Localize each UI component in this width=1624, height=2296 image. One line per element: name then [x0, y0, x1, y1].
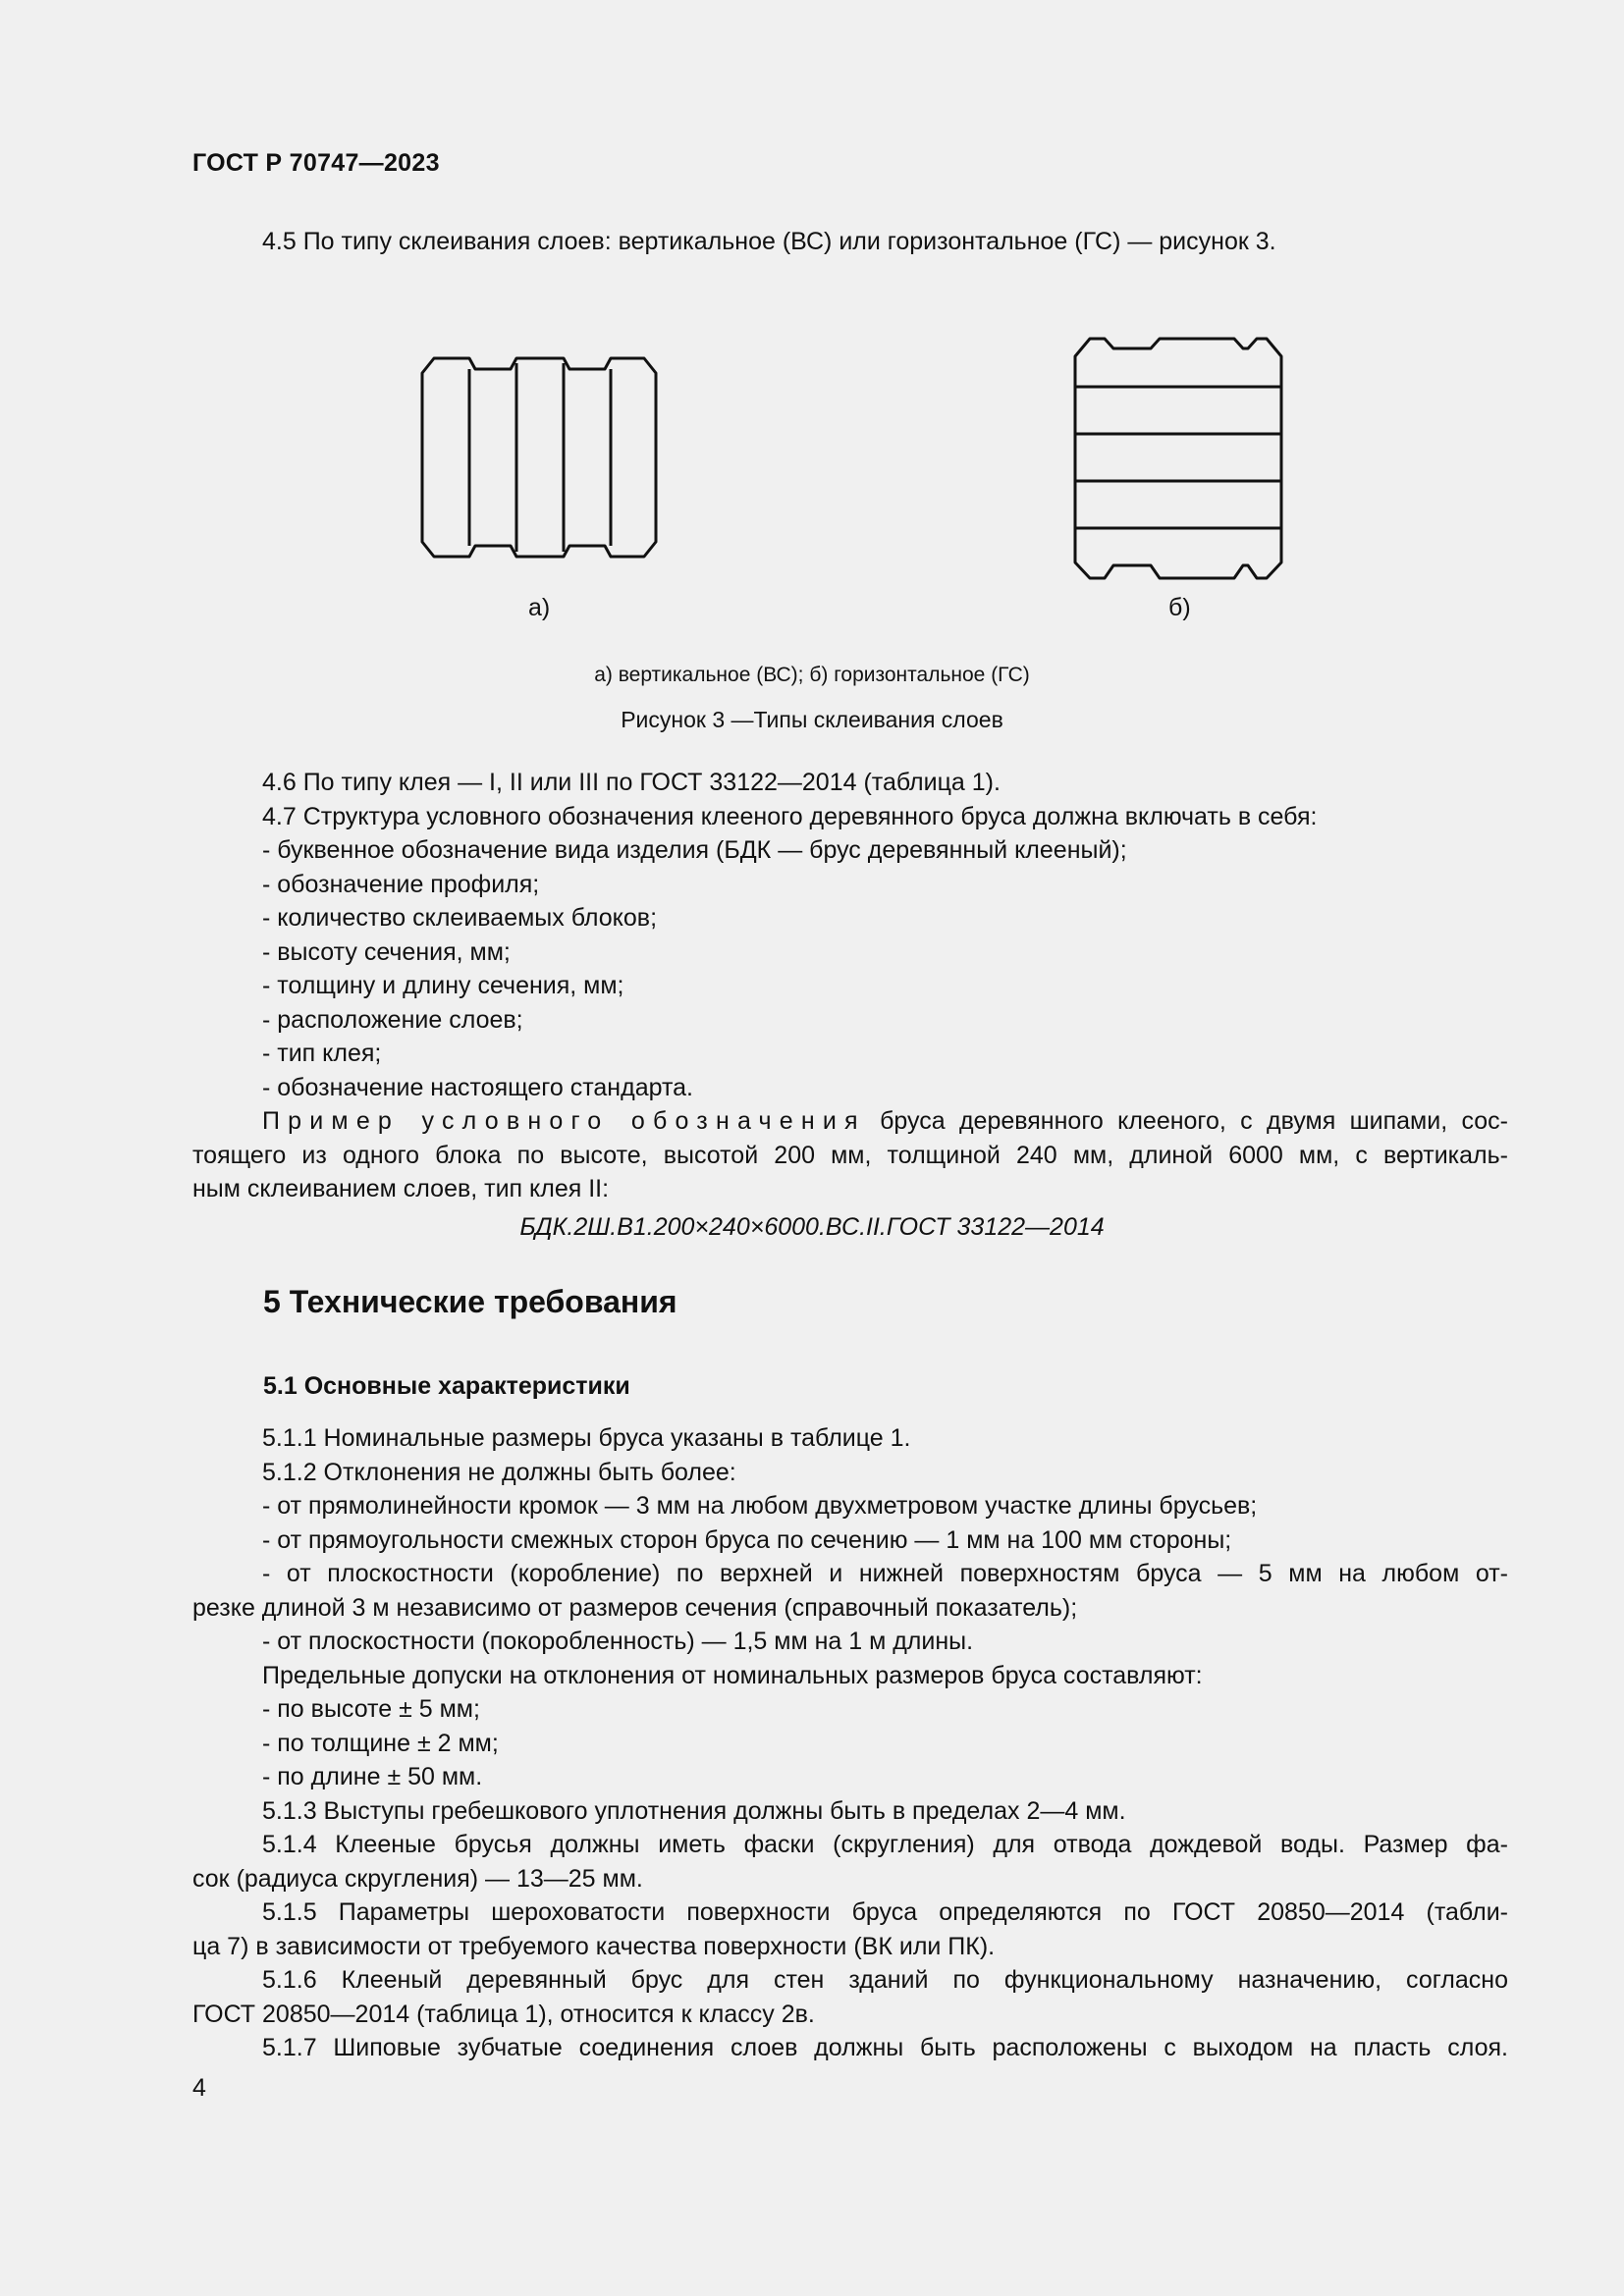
text-line: сок (радиуса скругления) — 13—25 мм.	[192, 1864, 643, 1893]
list-item: - тип клея;	[262, 1040, 382, 1067]
section-5-title: 5 Технические требования	[263, 1284, 677, 1319]
page-number: 4	[192, 2074, 206, 2102]
example-spaced-label: Пример условного обозначения	[262, 1107, 866, 1135]
text-line: 4.5 По типу склеивания слоев: вертикальное (ВС) или горизонтальное (ГС) — рисунок 3.	[262, 228, 1276, 255]
list-item: - обозначение настоящего стандарта.	[262, 1073, 693, 1101]
example-line: ным склеиванием слоев, тип клея II:	[192, 1175, 610, 1202]
list-item: - от прямолинейности кромок — 3 мм на любом двухметровом участке длины брусьев;	[262, 1492, 1258, 1520]
beam-vertical-gluing	[422, 358, 656, 557]
example-line: тоящего из одного блока по высоте, высотой 200 мм, толщиной 240 мм, длиной 6000 мм, с вертикаль-	[192, 1141, 1508, 1169]
text-line: 5.1.2 Отклонения не должны быть более:	[262, 1458, 736, 1486]
text-line: 5.1.5 Параметры шероховатости поверхности бруса определяются по ГОСТ 20850—2014 (табли-	[262, 1898, 1508, 1926]
figure-label-a: а)	[528, 594, 551, 621]
figure-legend: а) вертикальное (ВС); б) горизонтальное (ГС)	[594, 664, 1030, 686]
text-line: резке длиной 3 м независимо от размеров сечения (справочный показатель);	[192, 1593, 1078, 1622]
list-item: - высоту сечения, мм;	[262, 937, 511, 966]
text-line: ца 7) в зависимости от требуемого качества поверхности (ВК или ПК).	[192, 1932, 996, 1960]
text-line: 5.1.6 Клееный деревянный брус для стен зданий по функциональному назначению, согласно	[262, 1966, 1508, 1994]
document-code-header: ГОСТ Р 70747—2023	[192, 149, 440, 177]
figure-caption: Рисунок 3 —Типы склеивания слоев	[621, 707, 1003, 732]
subsection-5-1-title: 5.1 Основные характеристики	[263, 1372, 630, 1400]
list-item: - от плоскостности (покоробленность) — 1,5 мм на 1 м длины.	[262, 1628, 974, 1655]
list-item: - буквенное обозначение вида изделия (БДК — брус деревянный клееный);	[262, 836, 1127, 864]
section-5-body	[192, 1421, 1508, 2065]
text-line: 4.7 Структура условного обозначения клееного деревянного бруса должна включать в себя:	[262, 802, 1318, 830]
figure-label-b: б)	[1168, 594, 1191, 621]
designation-formula: БДК.2Ш.В1.200×240×6000.ВС.II.ГОСТ 33122—2014	[519, 1213, 1105, 1241]
text-line: 5.1.4 Клееные брусья должны иметь фаски (скругления) для отвода дождевой воды. Размер фа-	[262, 1831, 1508, 1858]
section-4-body	[192, 766, 1508, 1206]
list-item: - расположение слоев;	[262, 1005, 523, 1034]
list-item: - толщину и длину сечения, мм;	[262, 972, 624, 999]
text-line: 4.6 По типу клея — I, II или III по ГОСТ 33122—2014 (таблица 1).	[262, 769, 1001, 796]
beam-horizontal-gluing	[1075, 339, 1281, 578]
list-item: - по длине ± 50 мм.	[262, 1763, 483, 1790]
text-line: 5.1.1 Номинальные размеры бруса указаны в таблице 1.	[262, 1424, 911, 1452]
list-item: - по толщине ± 2 мм;	[262, 1729, 499, 1757]
figure-3	[0, 0, 1624, 785]
text-line: 5.1.7 Шиповые зубчатые соединения слоев должны быть расположены с выходом на пласть слоя.	[262, 2034, 1508, 2061]
text-line: 5.1.3 Выступы гребешкового уплотнения должны быть в пределах 2—4 мм.	[262, 1796, 1126, 1825]
text-line: Предельные допуски на отклонения от номинальных размеров бруса составляют:	[262, 1661, 1203, 1689]
text-line: ГОСТ 20850—2014 (таблица 1), относится к классу 2в.	[192, 2000, 815, 2028]
list-item: - обозначение профиля;	[262, 870, 540, 898]
list-item: - количество склеиваемых блоков;	[262, 904, 658, 932]
list-item: - от плоскостности (коробление) по верхней и нижней поверхностям бруса — 5 мм на любом от-	[262, 1560, 1508, 1587]
list-item: - от прямоугольности смежных сторон бруса по сечению — 1 мм на 100 мм стороны;	[262, 1525, 1232, 1554]
example-line	[192, 1104, 1508, 1139]
example-text: бруса деревянного клееного, с двумя шипами, сос-	[865, 1107, 1508, 1135]
list-item: - по высоте ± 5 мм;	[262, 1695, 480, 1723]
